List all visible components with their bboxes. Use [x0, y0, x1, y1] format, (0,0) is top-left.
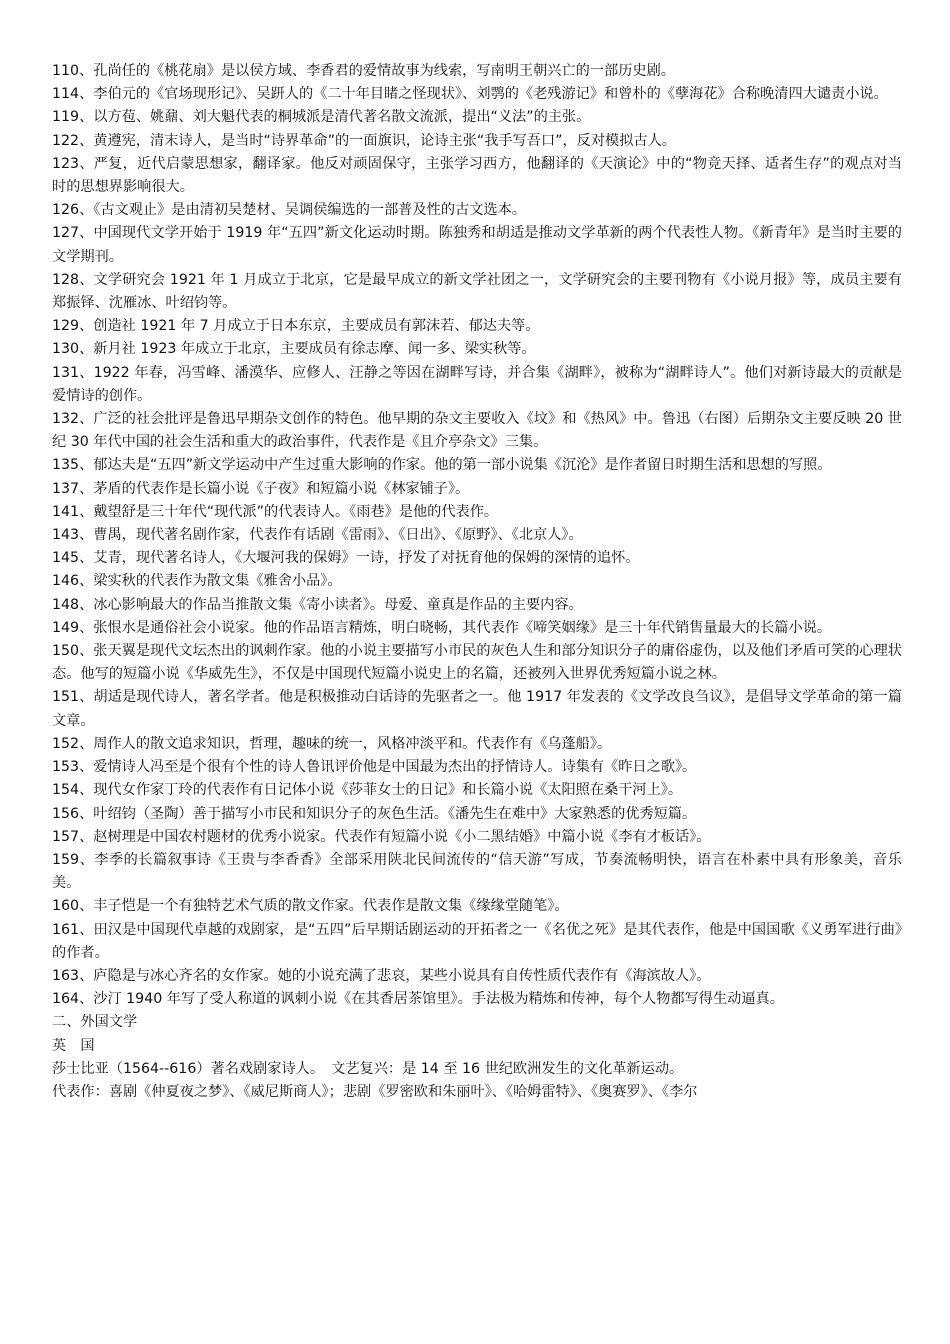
- paragraph-131: 131、1922 年春，冯雪峰、潘漠华、应修人、汪静之等因在湖畔写诗，并合集《湖畔》，被称为“湖畔诗人”。他们对新诗最大的贡献是爱情诗的创作。: [52, 364, 902, 404]
- paragraph-164: 164、沙汀 1940 年写了受人称道的讽刺小说《在其香居茶馆里》。手法极为精炼和传神，每个人物都写得生动逼真。: [52, 991, 784, 1008]
- paragraph-150: 150、张天翼是现代文坛杰出的讽刺作家。他的小说主要描写小市民的灰色人生和部分知识分子的庸俗虚伪，以及他们矛盾可笑的心理状态。他写的短篇小说《华威先生》，不仅是中国现代短篇小说史上的名篇，还被列入世界优秀短篇小说之林。: [52, 643, 902, 683]
- paragraph-161: 161、田汉是中国现代卓越的戏剧家，是“五四”后早期话剧运动的开拓者之一《名优之死》是其代表作，他是中国国歌《义勇军进行曲》的作者。: [52, 921, 902, 961]
- paragraph-114: 114、李伯元的《官场现形记》、吴趼人的《二十年目睹之怪现状》、刘鹗的《老残游记》和曾朴的《孽海花》合称晚清四大谴责小说。: [52, 86, 888, 103]
- paragraph-151: 151、胡适是现代诗人，著名学者。他是积极推动白话诗的先驱者之一。他 1917 年发表的《文学改良刍议》，是倡导文学革命的第一篇文章。: [52, 689, 902, 729]
- paragraph-146: 146、梁实秋的代表作为散文集《雅舍小品》。: [52, 573, 342, 590]
- paragraph-153: 153、爱情诗人冯至是个很有个性的诗人鲁讯评价他是中国最为杰出的抒情诗人。诗集有《昨日之歌》。: [52, 759, 697, 776]
- paragraph-130: 130、新月社 1923 年成立于北京，主要成员有徐志摩、闻一多、梁实秋等。: [52, 341, 536, 358]
- paragraph-152: 152、周作人的散文追求知识，哲理，趣味的统一，风格冲淡平和。代表作有《乌蓬船》。: [52, 735, 612, 752]
- subsection-heading-england: 英 国: [52, 1037, 95, 1054]
- paragraph-141: 141、戴望舒是三十年代“现代派”的代表诗人。《雨巷》是他的代表作。: [52, 503, 499, 520]
- paragraph-160: 160、丰子恺是一个有独特艺术气质的散文作家。代表作是散文集《缘缘堂随笔》。: [52, 898, 569, 915]
- paragraph-129: 129、创造社 1921 年 7 月成立于日本东京，主要成员有郭沫若、郁达夫等。: [52, 318, 540, 335]
- paragraph-126: 126、《古文观止》是由清初吴楚材、吴调侯编选的一部普及性的古文选本。: [52, 202, 526, 219]
- paragraph-154: 154、现代女作家丁玲的代表作有日记体小说《莎菲女士的日记》和长篇小说《太阳照在桑干河上》。: [52, 782, 683, 799]
- section-heading-foreign-literature: 二、外国文学: [52, 1014, 138, 1031]
- paragraph-representative-works: 代表作：喜剧《仲夏夜之梦》、《威尼斯商人》；悲剧《罗密欧和朱丽叶》、《哈姆雷特》、《奥赛罗》、《李尔: [52, 1083, 698, 1100]
- paragraph-143: 143、曹禺，现代著名剧作家，代表作有话剧《雷雨》、《日出》、《原野》、《北京人》。: [52, 527, 583, 544]
- paragraph-shakespeare: 莎士比亚（1564--616）著名戏剧家诗人。 文艺复兴：是 14 至 16 世纪欧洲发生的文化革新运动。: [52, 1060, 684, 1077]
- paragraph-149: 149、张恨水是通俗社会小说家。他的作品语言精炼，明白晓畅，其代表作《啼笑姻缘》是三十年代销售量最大的长篇小说。: [52, 619, 832, 636]
- paragraph-157: 157、赵树理是中国农村题材的优秀小说家。代表作有短篇小说《小二黑结婚》中篇小说《李有才板话》。: [52, 828, 711, 845]
- paragraph-145: 145、艾青，现代著名诗人，《大堰河我的保姆》一诗，抒发了对抚育他的保姆的深情的追怀。: [52, 550, 640, 567]
- paragraph-127: 127、中国现代文学开始于 1919 年“五四”新文化运动时期。陈独秀和胡适是推动文学革新的两个代表性人物。《新青年》是当时主要的文学期刊。: [52, 225, 902, 265]
- paragraph-132: 132、广泛的社会批评是鲁迅早期杂文创作的特色。他早期的杂文主要收入《坟》和《热风》中。鲁迅（右图）后期杂文主要反映 20 世纪 30 年代中国的社会生活和重大的政治事件，代表作是《且介亭杂文》三集。: [52, 411, 902, 451]
- paragraph-128: 128、文学研究会 1921 年 1 月成立于北京，它是最早成立的新文学社团之一，文学研究会的主要刊物有《小说月报》等，成员主要有郑振铎、沈雁冰、叶绍钧等。: [52, 271, 902, 312]
- paragraph-163: 163、庐隐是与冰心齐名的女作家。她的小说充满了悲哀，某些小说具有自传性质代表作有《海滨故人》。: [52, 967, 711, 984]
- paragraph-119: 119、以方苞、姚鼐、刘大魁代表的桐城派是清代著名散文流派，提出“义法”的主张。: [52, 109, 591, 126]
- paragraph-135: 135、郁达夫是“五四”新文学运动中产生过重大影响的作家。他的第一部小说集《沉沦》是作者留日时期生活和思想的写照。: [52, 457, 832, 474]
- paragraph-159: 159、李季的长篇叙事诗《王贵与李香香》全部采用陕北民间流传的“信天游”写成，节奏流畅明快，语言在朴素中具有形象美，音乐美。: [52, 851, 902, 892]
- paragraph-110: 110、孔尚任的《桃花扇》是以侯方域、李香君的爱情故事为线索，写南明王朝兴亡的一部历史剧。: [52, 63, 675, 79]
- paragraph-156: 156、叶绍钧（圣陶）善于描写小市民和知识分子的灰色生活。《潘先生在难中》大家熟悉的优秀短篇。: [52, 805, 697, 822]
- paragraph-123: 123、严复，近代启蒙思想家，翻译家。他反对顽固保守，主张学习西方，他翻译的《天演论》中的“物竞天择、适者生存”的观点对当时的思想界影响很大。: [52, 155, 902, 196]
- paragraph-137: 137、茅盾的代表作是长篇小说《子夜》和短篇小说《林家铺子》。: [52, 480, 470, 497]
- paragraph-148: 148、冰心影响最大的作品当推散文集《寄小读者》。母爱、童真是作品的主要内容。: [52, 596, 583, 613]
- paragraph-122: 122、黄遵宪，清末诗人，是当时“诗界革命”的一面旗识，论诗主张“我手写吾口”，反对模拟古人。: [52, 132, 676, 149]
- document-body: [52, 60, 902, 1104]
